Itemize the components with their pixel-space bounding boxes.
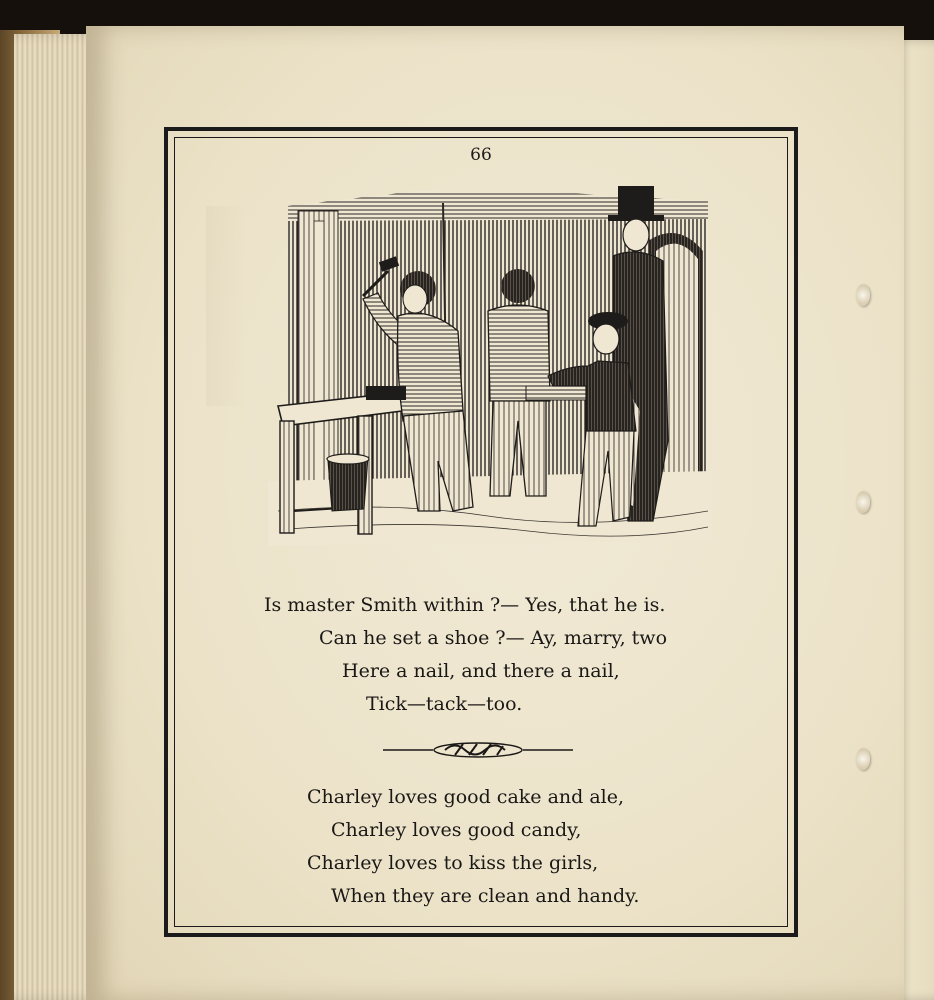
rhyme-line: Charley loves to kiss the girls, — [307, 852, 599, 874]
rhyme-line: Can he set a shoe ?— Ay, marry, two — [319, 627, 668, 649]
binding-hole-bottom — [856, 748, 870, 770]
binding-hole-top — [856, 284, 870, 306]
rhyme-line: Tick—tack—too. — [366, 693, 523, 715]
print-frame — [164, 127, 798, 937]
blacksmith-woodcut-illustration — [268, 181, 713, 551]
rhyme-line: When they are clean and handy. — [331, 885, 640, 907]
binding-hole-middle — [856, 491, 870, 513]
ornamental-divider — [383, 739, 573, 761]
rhyme-line: Here a nail, and there a nail, — [342, 660, 620, 682]
page-number: 66 — [470, 145, 492, 165]
rhyme-master-smith — [168, 589, 794, 721]
rhyme-line: Is master Smith within ?— Yes, that he is. — [264, 594, 666, 616]
rhyme-charley — [168, 781, 794, 913]
book-page — [86, 26, 904, 1000]
rhyme-line: Charley loves good cake and ale, — [307, 786, 625, 808]
rhyme-line: Charley loves good candy, — [331, 819, 582, 841]
